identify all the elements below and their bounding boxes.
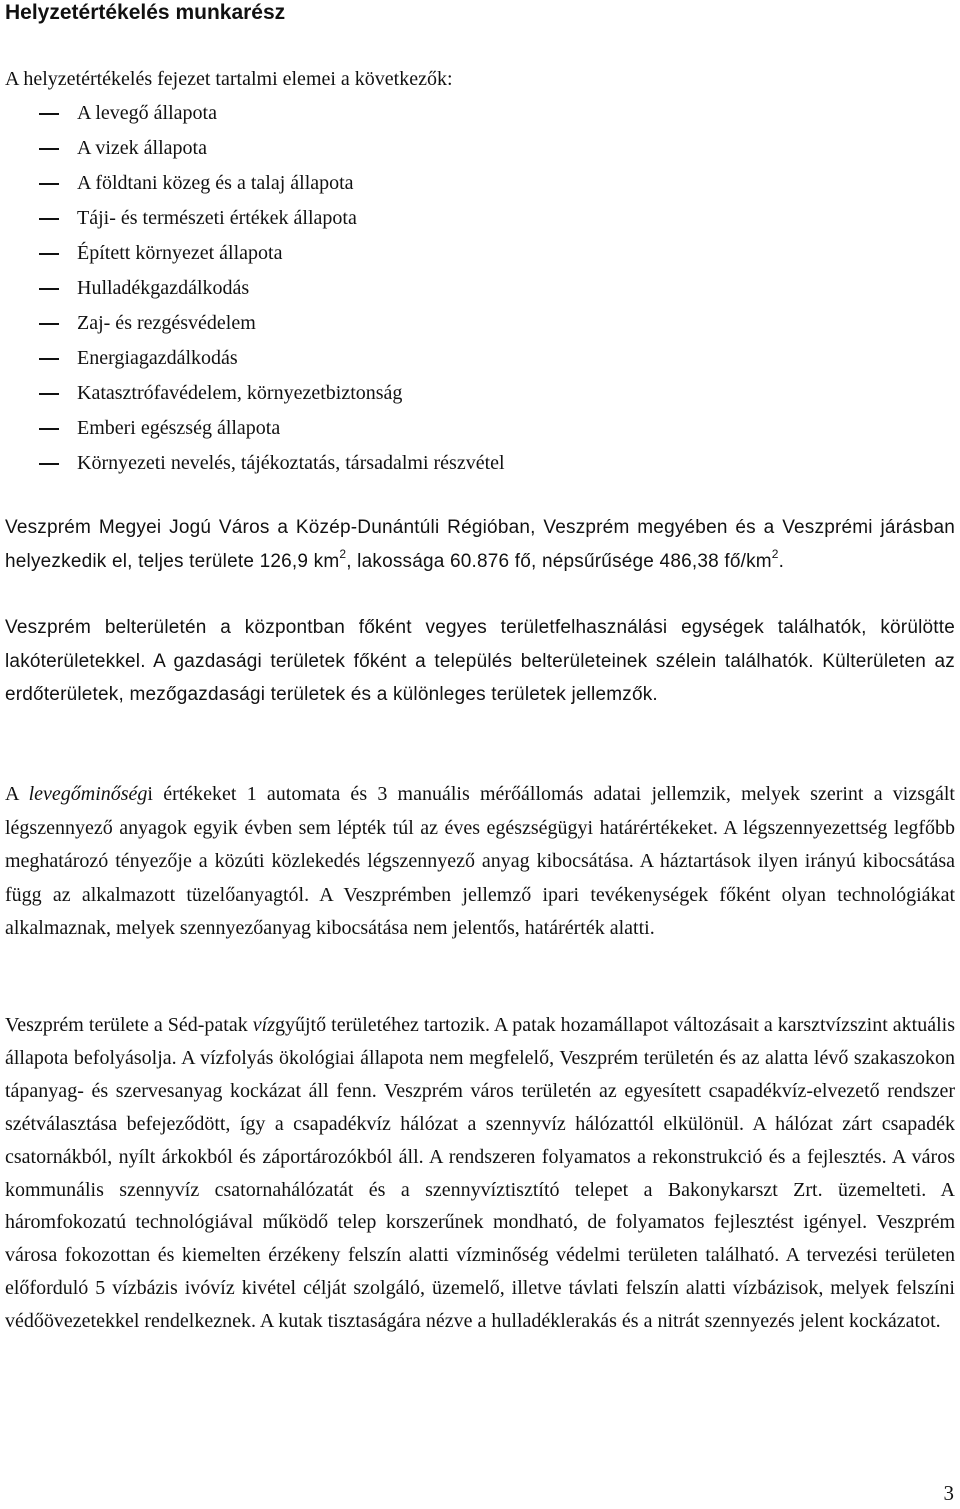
- list-item: [0, 236, 505, 271]
- list-item: [0, 271, 505, 306]
- list-item-label: Energiagazdálkodás: [77, 347, 238, 369]
- dash-bullet-icon: [39, 183, 59, 185]
- air-quality-paragraph: A levegőminőségi értékeket 1 automata és 3 manuális mérőállomás adatai jellemzik, melyek szerint a vizsgált légszennyező anyagok egyik évben sem lépték túl az éves egészségügyi határértékeket. A légszennyezettség legfőbb meghatározó tényezője a közúti közlekedés légszennyező anyag kibocsátása. A háztartások ilyen irányú kibocsátása függ az alkalmazott tüzelőanyagtól. A Veszprémben jellemző ipari tevékenységek főként olyan technológiákat alkalmaznak, melyek szennyezőanyag kibocsátása nem jelentős, határérték alatti.: [5, 783, 955, 939]
- list-item-label: Emberi egészség állapota: [77, 417, 281, 439]
- dash-bullet-icon: [39, 148, 59, 150]
- list-item-label: A földtani közeg és a talaj állapota: [77, 172, 354, 194]
- page-title: Helyzetértékelés munkarész: [5, 1, 286, 24]
- location-paragraph: Veszprém Megyei Jogú Város a Közép-Dunántúli Régióban, Veszprém megyében és a Veszprémi járásban helyezkedik el, teljes területe 126,9 $km^2$, lakossága 60.876 fő, népsűrűsége 486,38 $fő/km^2$.: [5, 517, 955, 572]
- list-item: [0, 376, 505, 411]
- dash-bullet-icon: [39, 393, 59, 395]
- intro-text: A helyzetértékelés fejezet tartalmi elemei a következők:: [5, 68, 453, 90]
- list-item: [0, 201, 505, 236]
- dash-bullet-icon: [39, 288, 59, 290]
- list-item-label: Táji- és természeti értékek állapota: [77, 207, 357, 229]
- dash-bullet-icon: [39, 428, 59, 430]
- list-item: [0, 96, 505, 131]
- list-item-label: Hulladékgazdálkodás: [77, 277, 250, 299]
- list-item: [0, 131, 505, 166]
- water-paragraph: Veszprém területe a Séd-patak vízgyűjtő területéhez tartozik. A patak hozamállapot változásait a karsztvízszint aktuális állapota befolyásolja. A vízfolyás ökológiai állapota nem megfelelő, Veszprém területén és az alatta lévő szakaszokon tápanyag- és szervesanyag kockázat áll fenn. Veszprém város területén az egyesített csapadékvíz-elvezető rendszer szétválasztása befejeződött, így a csapadékvíz hálózat a szennyvíz hálózattól elkülönül. A hálózat zárt csapadék csatornákból, nyílt árkokból és záportározókból áll. A rendszeren folyamatos a rekonstrukció és a fejlesztés. A város kommunális szennyvíz csatornahálózatát és a szennyvíztisztító telepet a Bakonykarszt Zrt. üzemelteti. A háromfokozatú technológiával működő telep korszerűnek mondható, de folyamatos fejlesztést igényel. Veszprém városa fokozottan és kiemelten érzékeny felszín alatti vízminőség védelmi területen található. A tervezési területen előforduló 5 vízbázis ivóvíz kivétel célját szolgáló, üzemelő, illetve távlati felszín alatti vízbázisok, melyek felszíni védőövezetekkel rendelkeznek. A kutak tisztaságára nézve a hulladéklerakás és a nitrát szennyezés jelent kockázatot.: [5, 1014, 955, 1333]
- list-item-label: Környezeti nevelés, tájékoztatás, társadalmi részvétel: [77, 452, 505, 474]
- dash-bullet-icon: [39, 358, 59, 360]
- list-item-label: A vizek állapota: [77, 137, 207, 159]
- list-item-label: A levegő állapota: [77, 102, 217, 124]
- page-number: 3: [943, 1481, 954, 1505]
- dash-bullet-icon: [39, 253, 59, 255]
- list-item-label: Katasztrófavédelem, környezetbiztonság: [77, 382, 403, 404]
- list-item: [0, 446, 505, 481]
- list-item: [0, 411, 505, 446]
- list-item: [0, 306, 505, 341]
- list-item-label: Zaj- és rezgésvédelem: [77, 312, 256, 334]
- land-use-paragraph: Veszprém belterületén a központban főként vegyes területfelhasználási egységek találhatók, körülötte lakóterületekkel. A gazdasági területek főként a település belterületeinek szélein találhatók. Külterületen az erdőterületek, mezőgazdasági területek és a különleges területek jellemzők.: [5, 617, 955, 705]
- dash-bullet-icon: [39, 218, 59, 220]
- dash-bullet-icon: [39, 463, 59, 465]
- list-item: [0, 166, 505, 201]
- list-item-label: Épített környezet állapota: [77, 242, 283, 264]
- topic-list: [0, 96, 505, 481]
- list-item: [0, 341, 505, 376]
- dash-bullet-icon: [39, 113, 59, 115]
- dash-bullet-icon: [39, 323, 59, 325]
